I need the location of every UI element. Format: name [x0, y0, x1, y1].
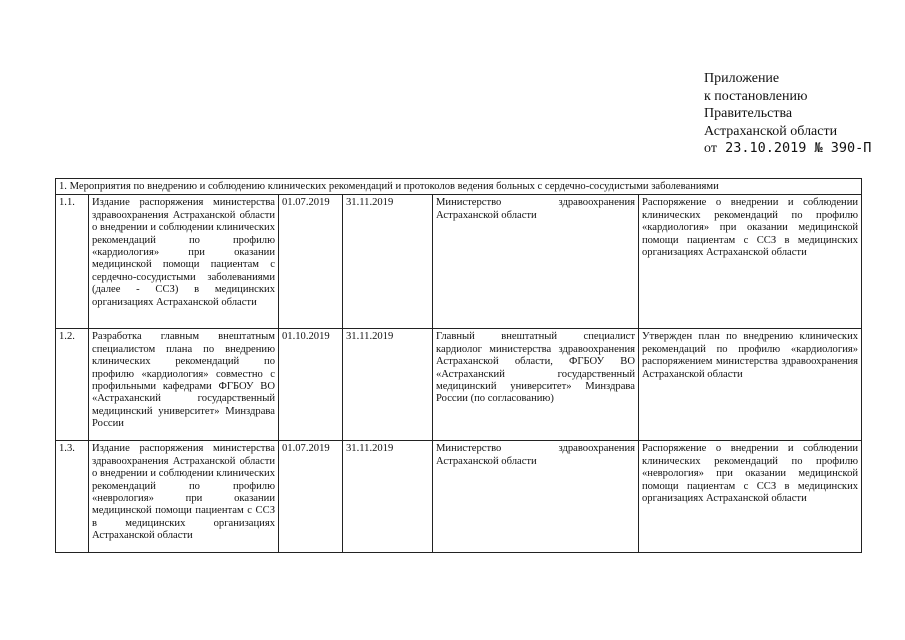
row-responsible: Министерство здравоохранения Астраханской области: [433, 195, 639, 329]
row-start-date: 01.10.2019: [279, 329, 343, 441]
approval-header: [704, 70, 894, 158]
row-number: 1.2.: [56, 329, 89, 441]
table-row: [56, 441, 862, 553]
row-start-date: 01.07.2019: [279, 195, 343, 329]
header-line-region: Астраханской области: [704, 123, 838, 139]
row-result: Распоряжение о внедрении и соблюдении клинических рекомендаций по профилю «кардиология» при оказании медицинской помощи пациентам с ССЗ в медицинских организациях Астраханской области: [639, 195, 862, 329]
table-row: [56, 195, 862, 329]
header-date-prefix: от: [704, 141, 717, 156]
row-action: Издание распоряжения министерства здравоохранения Астраханской области о внедрении и соблюдении клинических рекомендаций по профилю «кардиология» при оказании медицинской помощи пациентам с сердечно-сосудистыми заболеваниями (далее - ССЗ) в медицинских организациях Астраханской области: [89, 195, 279, 329]
section-title: 1. Мероприятия по внедрению и соблюдению клинических рекомендаций и протоколов ведения больных с сердечно-сосудистыми заболеваниями: [56, 179, 862, 195]
header-line-government: Правительства: [704, 106, 793, 121]
header-line-appendix: Приложение: [704, 71, 780, 86]
row-responsible: Министерство здравоохранения Астраханской области: [433, 441, 639, 553]
row-action: Издание распоряжения министерства здравоохранения Астраханской области о внедрении и соблюдении клинических рекомендаций по профилю «неврология» при оказании медицинской помощи пациентам с ССЗ в медицинских организациях Астраханской области: [89, 441, 279, 553]
row-end-date: 31.11.2019: [343, 329, 433, 441]
measures-table: [55, 178, 862, 553]
row-end-date: 31.11.2019: [343, 441, 433, 553]
row-result: Утвержден план по внедрению клинических рекомендаций по профилю «кардиология» распоряжением министерства здравоохранения Астраханской области: [639, 329, 862, 441]
row-number: 1.1.: [56, 195, 89, 329]
table-section-row: [56, 179, 862, 195]
row-result: Распоряжение о внедрении и соблюдении клинических рекомендаций по профилю «неврология» при оказании медицинской помощи пациентам с ССЗ в медицинских организациях Астраханской области: [639, 441, 862, 553]
header-line-date: [704, 140, 894, 158]
header-line-resolution: к постановлению: [704, 88, 808, 104]
row-end-date: 31.11.2019: [343, 195, 433, 329]
table-row: [56, 329, 862, 441]
row-responsible: Главный внештатный специалист кардиолог министерства здравоохранения Астраханской области, ФГБОУ ВО «Астраханский государственный медицинский университет» Минздрава России (по согласованию): [433, 329, 639, 441]
header-date-value: 23.10.2019 № 390-П: [725, 140, 872, 156]
row-start-date: 01.07.2019: [279, 441, 343, 553]
row-number: 1.3.: [56, 441, 89, 553]
row-action: Разработка главным внештатным специалистом плана по внедрению клинических рекомендаций по профилю «кардиология» совместно с профильными кафедрами ФГБОУ ВО «Астраханский государственный медицинский университет» Минздрава России: [89, 329, 279, 441]
